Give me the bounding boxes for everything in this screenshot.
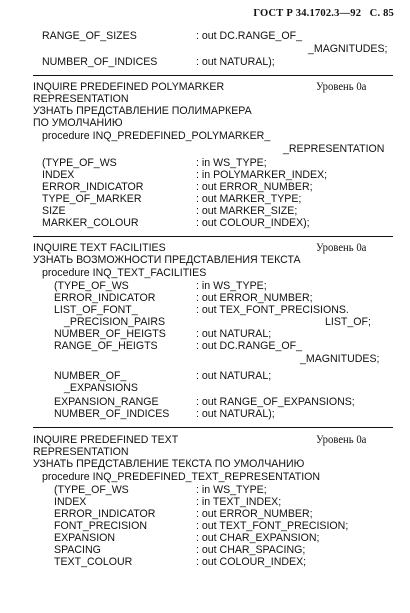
param-type: : out NATURAL); — [196, 408, 275, 420]
section-divider — [33, 236, 393, 237]
param-name: RANGE_OF_HEIGTS — [54, 340, 158, 352]
param-name-cont: _PRECISION_PAIRS — [64, 316, 166, 328]
param-type-cont: LIST_OF; — [325, 316, 371, 328]
param-type: : in WS_TYPE; — [196, 280, 267, 292]
standard-number: ГОСТ Р 34.1702.3—92 — [253, 8, 362, 19]
param-type: : out NATURAL; — [196, 328, 272, 340]
param-name: ERROR_INDICATOR — [42, 181, 144, 193]
param-name: INDEX — [54, 496, 87, 508]
param-type: : out COLOUR_INDEX); — [196, 217, 310, 229]
level-label: Уровень 0а — [316, 81, 367, 93]
param-type: : out MARKER_TYPE; — [196, 193, 302, 205]
level-label: Уровень 0а — [316, 242, 367, 254]
param-name: NUMBER_OF_ — [54, 370, 127, 382]
param-name: (TYPE_OF_WS — [54, 280, 129, 292]
param-type: : in WS_TYPE; — [196, 484, 267, 496]
procedure-signature: procedure INQ_PREDEFINED_POLYMARKER_ — [42, 130, 271, 142]
param-type: : out ERROR_NUMBER; — [196, 508, 313, 520]
param-type: : out COLOUR_INDEX; — [196, 556, 307, 568]
page-number: С. 85 — [369, 8, 394, 19]
level-label: Уровень 0а — [316, 434, 367, 446]
param-name: SIZE — [42, 205, 66, 217]
russian-title: УЗНАТЬ ПРЕДСТАВЛЕНИЕ ПОЛИМАРКЕРА — [33, 105, 252, 117]
param-type: : out ERROR_NUMBER; — [196, 292, 313, 304]
procedure-signature-cont: _REPRESENTATION — [283, 143, 385, 155]
param-type: : out TEXT_FONT_PRECISION; — [196, 520, 349, 532]
param-name: TEXT_COLOUR — [54, 556, 133, 568]
param-name: INDEX — [42, 169, 75, 181]
procedure-signature: procedure INQ_PREDEFINED_TEXT_REPRESENTATION — [42, 471, 321, 483]
param-type: : out DC.RANGE_OF_ — [196, 30, 302, 42]
param-name: LIST_OF_FONT_ — [54, 304, 138, 316]
param-type: : out RANGE_OF_EXPANSIONS; — [196, 396, 355, 408]
param-name: TYPE_OF_MARKER — [42, 193, 142, 205]
param-name: FONT_PRECISION — [54, 520, 147, 532]
param-type: : out CHAR_SPACING; — [196, 544, 306, 556]
param-type: : out DC.RANGE_OF_ — [196, 340, 302, 352]
function-title-cont: REPRESENTATION — [33, 446, 129, 458]
function-title: INQUIRE PREDEFINED TEXT — [33, 434, 179, 446]
russian-title-cont: ПО УМОЛЧАНИЮ — [33, 117, 123, 129]
param-type: : in WS_TYPE; — [196, 157, 267, 169]
param-name-cont: _EXPANSIONS — [64, 382, 138, 394]
param-name: SPACING — [54, 544, 101, 556]
param-name: MARKER_COLOUR — [42, 217, 139, 229]
param-name: RANGE_OF_SIZES — [42, 30, 137, 42]
param-type: : out NATURAL; — [196, 370, 272, 382]
param-type: : out ERROR_NUMBER; — [196, 181, 313, 193]
param-type-cont: _MAGNITUDES; — [308, 43, 388, 55]
param-name: EXPANSION — [54, 532, 116, 544]
param-name: (TYPE_OF_WS — [42, 157, 117, 169]
param-type: : out TEX_FONT_PRECISIONS. — [196, 304, 349, 316]
param-type: : in POLYMARKER_INDEX; — [196, 169, 328, 181]
param-type-cont: _MAGNITUDES; — [300, 353, 380, 365]
param-name: ERROR_INDICATOR — [54, 508, 156, 520]
page-header — [253, 8, 394, 19]
procedure-signature: procedure INQ_TEXT_FACILITIES — [42, 267, 207, 279]
param-name: NUMBER_OF_INDICES — [54, 408, 170, 420]
section-divider — [33, 75, 393, 76]
param-type: : out CHAR_EXPANSION; — [196, 532, 320, 544]
russian-title: УЗНАТЬ ПРЕДСТАВЛЕНИЕ ТЕКСТА ПО УМОЛЧАНИЮ — [33, 458, 305, 470]
section-divider — [33, 427, 393, 428]
param-type: : in TEXT_INDEX; — [196, 496, 282, 508]
param-type: : out NATURAL); — [196, 56, 275, 68]
param-name: NUMBER_OF_INDICES — [42, 56, 158, 68]
param-name: NUMBER_OF_HEIGTS — [54, 328, 166, 340]
russian-title: УЗНАТЬ ВОЗМОЖНОСТИ ПРЕДСТАВЛЕНИЯ ТЕКСТА — [33, 254, 301, 266]
param-name: EXPANSION_RANGE — [54, 396, 159, 408]
param-name: ERROR_INDICATOR — [54, 292, 156, 304]
function-title: INQUIRE TEXT FACILITIES — [33, 242, 166, 254]
function-title: INQUIRE PREDEFINED POLYMARKER — [33, 81, 225, 93]
param-name: (TYPE_OF_WS — [54, 484, 129, 496]
param-type: : out MARKER_SIZE; — [196, 205, 298, 217]
function-title-cont: REPRESENTATION — [33, 93, 129, 105]
